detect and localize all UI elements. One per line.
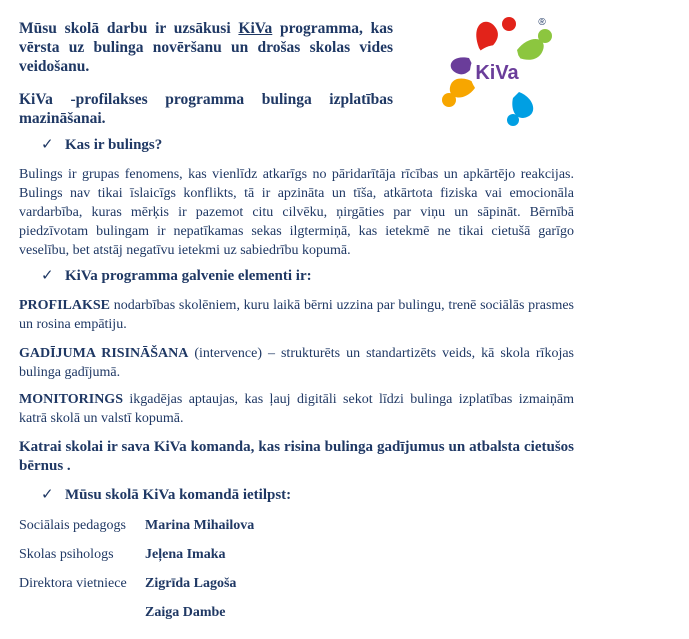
team-note: Katrai skolai ir sava KiVa komanda, kas risina bulinga gadījumus un atbalsta cietušos bērnus . [19, 439, 574, 474]
logo-figure-green [517, 39, 544, 60]
logo-head-orange [442, 93, 456, 107]
checkmark-icon: ✓ [41, 137, 54, 153]
member-name: Zaiga Dambe [145, 605, 226, 620]
team-member-row [19, 574, 236, 593]
logo-head-green [538, 29, 552, 43]
element-monitoring [19, 390, 574, 428]
heading-what-is-bullying [41, 136, 162, 155]
member-name: Jeļena Imaka [145, 547, 226, 562]
intro-paragraph [19, 19, 393, 76]
logo-figure-blue [512, 92, 533, 118]
element-term: MONITORINGS [19, 392, 123, 407]
member-name: Marina Mihailova [145, 518, 255, 533]
member-role: Direktora vietniece [19, 576, 127, 591]
element-text: nodarbības skolēniem, kuru laikā bērni uzzina par bulingu, trenē sociālās prasmes un rosina empātiju. [19, 298, 574, 332]
heading-team [41, 486, 291, 505]
logo-figure-orange [450, 79, 475, 98]
element-text: (intervence) – strukturēts un standartizēts veids, kā skola rīkojas bulinga gadījumā. [19, 346, 574, 380]
heading-text: Mūsu skolā KiVa komandā ietilpst: [65, 487, 292, 503]
intro-text-start: Mūsu skolā darbu ir uzsākusi [19, 20, 239, 37]
element-text: ikgadējas aptaujas, kas ļauj digitāli sekot līdzi bulinga izplatības izmaiņām katrā skolā un valstī kopumā. [19, 392, 574, 426]
kiva-logo [439, 14, 557, 126]
logo-head-red [502, 17, 516, 31]
checkmark-icon: ✓ [41, 487, 54, 503]
element-term: PROFILAKSE [19, 298, 111, 313]
heading-text: Kas ir bulings? [65, 137, 163, 153]
team-member-row [19, 545, 226, 564]
element-term: GADĪJUMA RISINĀŠANA [19, 346, 189, 361]
member-role: Skolas psihologs [19, 547, 114, 562]
element-prevention [19, 296, 574, 334]
logo-head-blue [507, 114, 519, 126]
member-role: Sociālais pedagogs [19, 518, 126, 533]
checkmark-icon: ✓ [41, 268, 54, 284]
bullying-definition: Bulings ir grupas fenomens, kas vienlīdz atkarīgs no pāridarītāja rīcības un apkārtējo reakcijas. Bulings nav tikai īslaicīgs konflikts, tā ir apzināta un tīša, atkārtota fiziska vai emocionāla vardarbība, kuras mērķis ir pazemot citu cilvēku, ņirgāties par viņu un sāpināt. Bērnībā piedzīvotam bulingam ir nepatīkamas sekas ilgtermiņā, kas ietekmē ne tikai cietušā garīgo veselību, bet atstāj negatīvu ietekmi uz sabiedrību kopumā. [19, 167, 574, 258]
team-member-row [19, 516, 254, 535]
logo-registered-mark: ® [538, 17, 546, 28]
member-name: Zigrīda Lagoša [145, 576, 237, 591]
intro-text-end: programma, kas vērsta uz bulinga novēršanu un drošas skolas vides veidošanu. [19, 20, 394, 75]
heading-program-elements [41, 267, 312, 286]
intro-subtitle: KiVa -profilakses programma bulinga izplatības mazināšanai. [19, 91, 393, 127]
heading-text: KiVa programma galvenie elementi ir: [65, 268, 312, 284]
team-member-row [19, 603, 226, 622]
logo-text: KiVa [475, 62, 519, 84]
logo-figure-purple [451, 57, 473, 74]
element-intervention [19, 344, 574, 382]
kiva-link[interactable]: KiVa [238, 20, 273, 37]
